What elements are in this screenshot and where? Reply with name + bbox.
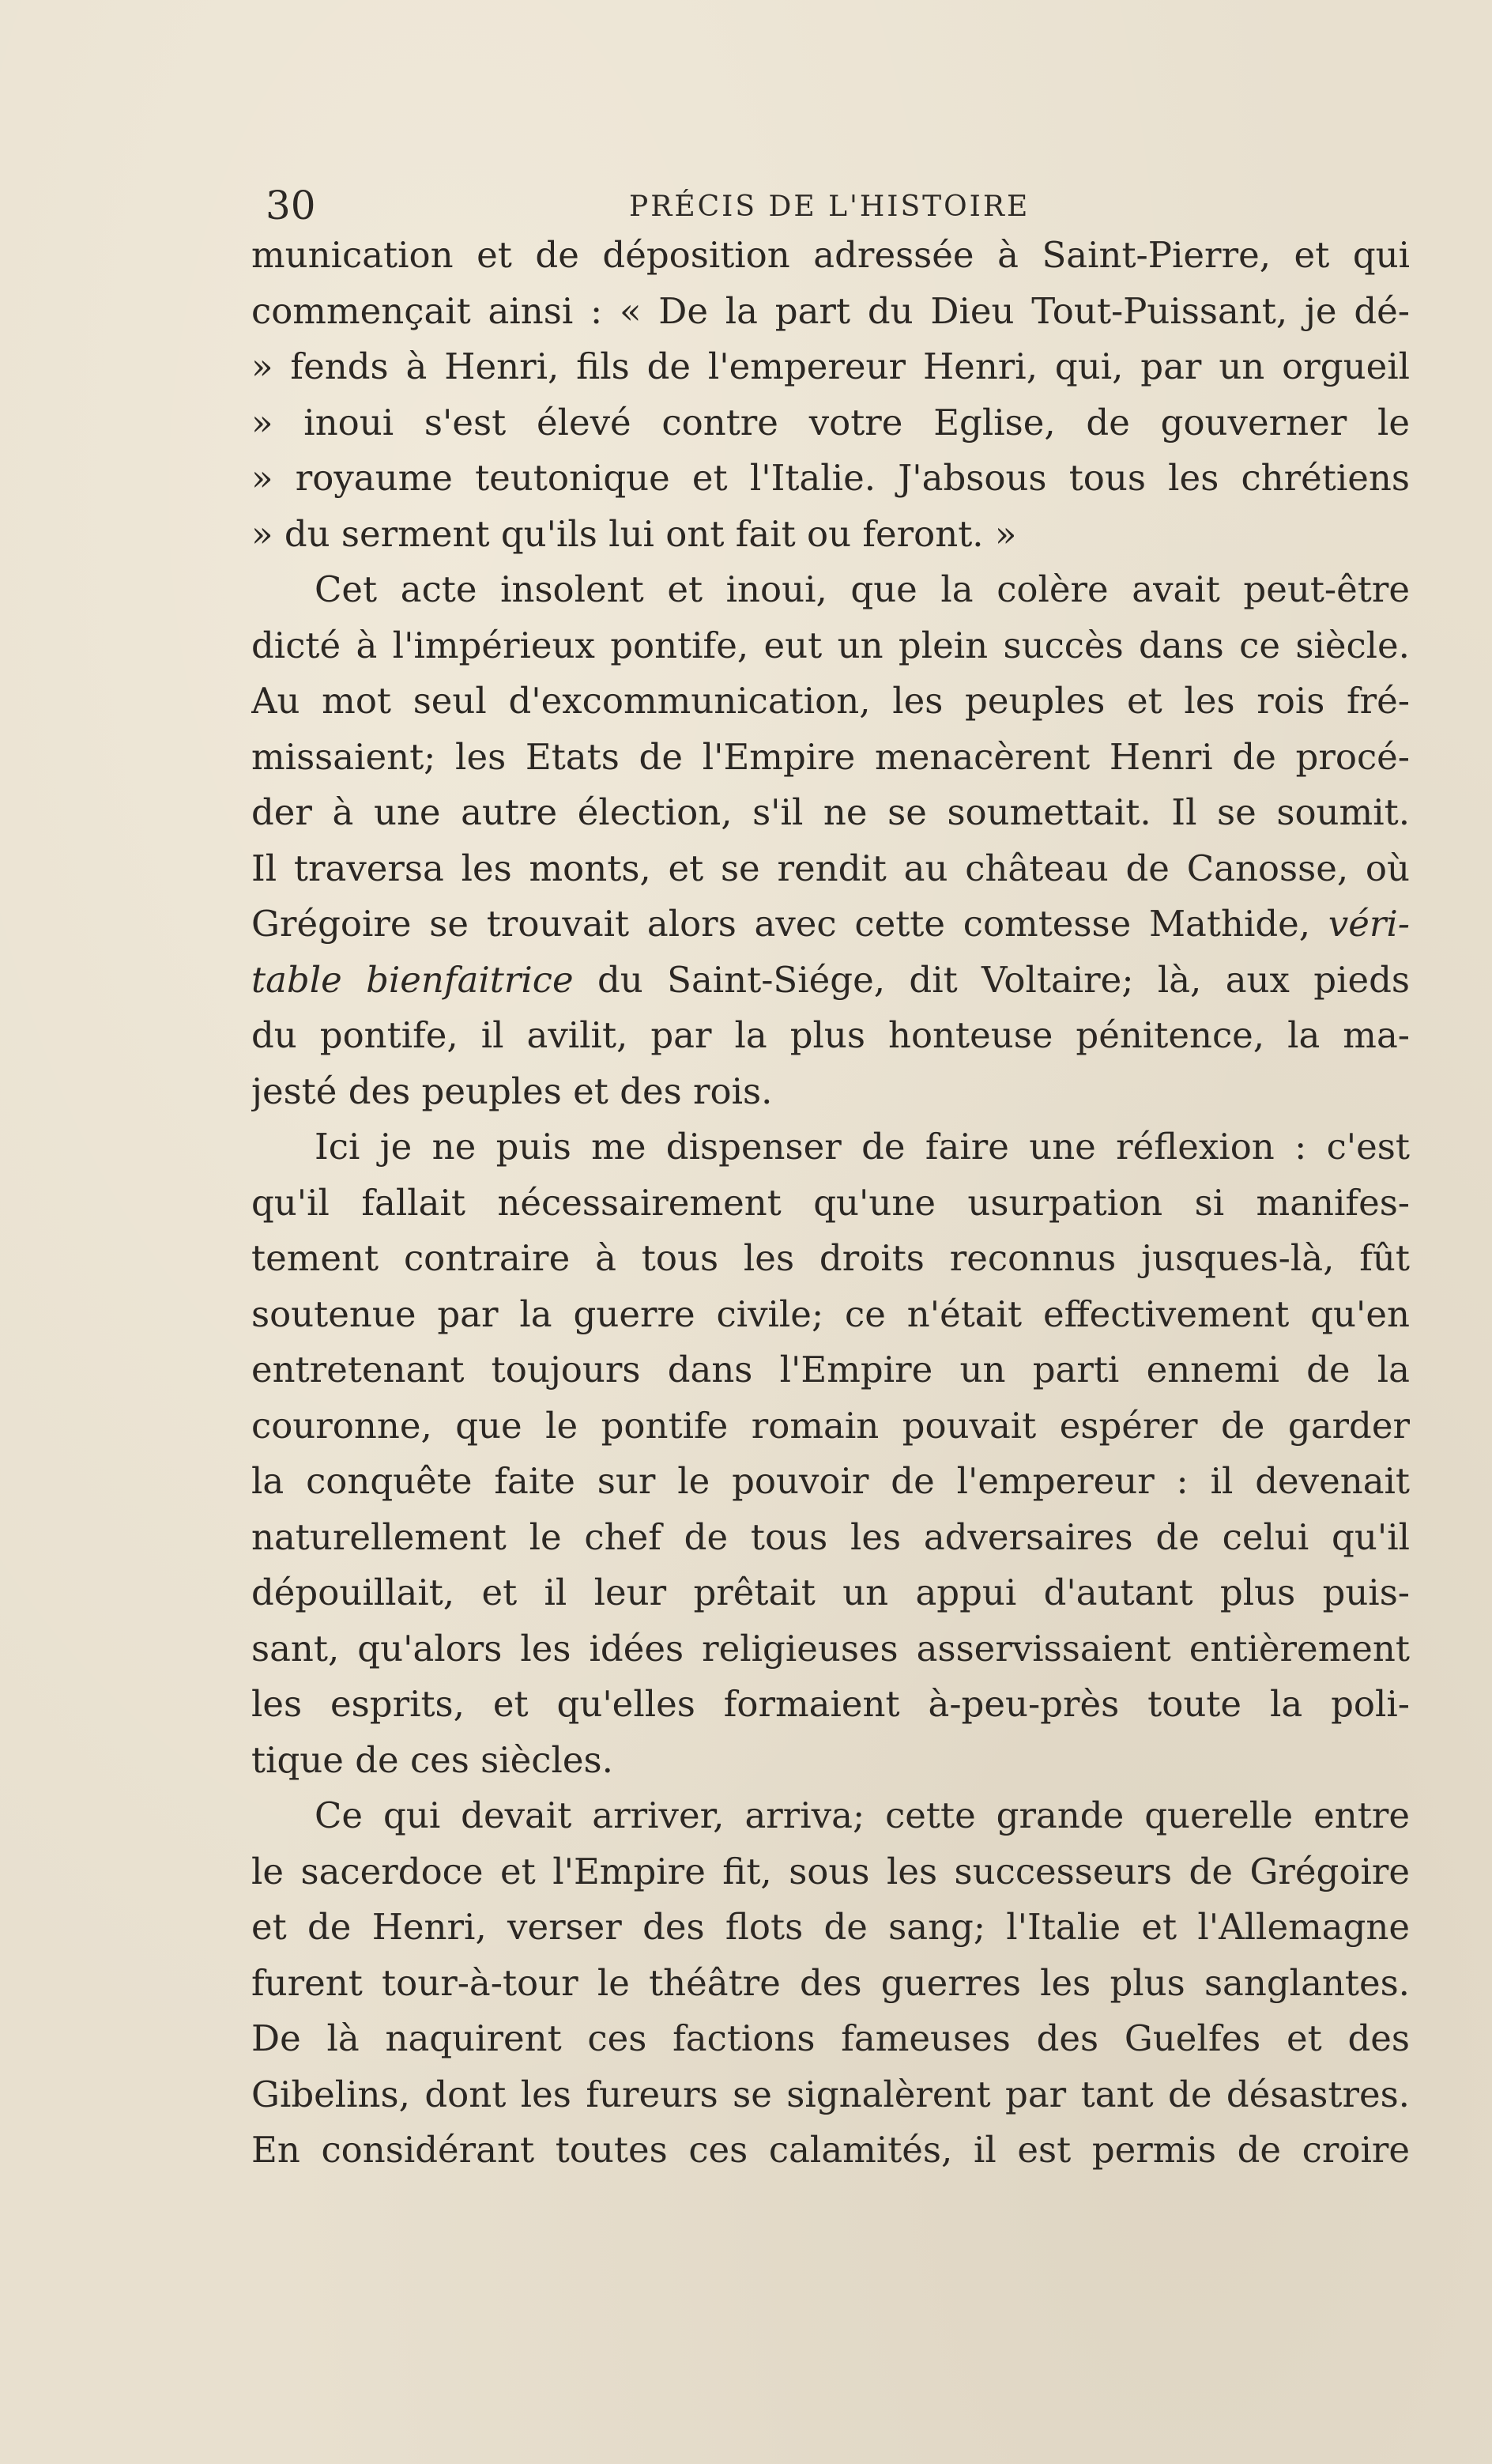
text-line: tique de ces siècles. <box>251 1738 613 1781</box>
text-line: Il traversa les monts, et se rendit au château de Canosse, où <box>251 847 1410 889</box>
text-line: dicté à l'impérieux pontife, eut un plein succès dans ce siècle. <box>251 624 1410 666</box>
text-line: furent tour-à-tour le théâtre des guerres les plus sanglantes. <box>251 1961 1410 2004</box>
text-line: » inoui s'est élevé contre votre Eglise, de gouverner le <box>251 401 1410 443</box>
body-text <box>251 228 1410 2179</box>
text-line: couronne, que le pontife romain pouvait espérer de garder <box>251 1404 1410 1447</box>
italic-phrase: véri- <box>1328 903 1410 945</box>
text-line: De là naquirent ces factions fameuses des Guelfes et des <box>251 2017 1410 2059</box>
page-number: 30 <box>266 183 316 228</box>
text-line: soutenue par la guerre civile; ce n'était effectivement qu'en <box>251 1292 1410 1335</box>
text-line: commençait ainsi : « De la part du Dieu Tout-Puissant, je dé- <box>251 289 1410 332</box>
line-text: du Saint-Siége, dit Voltaire; là, aux pieds <box>597 958 1410 1001</box>
text-line: les esprits, et qu'elles formaient à-peu-près toute la poli- <box>251 1683 1410 1725</box>
text-line: qu'il fallait nécessairement qu'une usurpation si manifes- <box>251 1181 1410 1224</box>
text-line: » royaume teutonique et l'Italie. J'absous tous les chrétiens <box>251 457 1410 499</box>
text-line: » fends à Henri, fils de l'empereur Henri, qui, par un orgueil <box>251 345 1410 387</box>
italic-phrase: table bienfaitrice <box>251 958 597 1001</box>
text-line: munication et de déposition adressée à Saint-Pierre, et qui <box>251 234 1410 276</box>
text-line: » du serment qu'ils lui ont fait ou feront. » <box>251 512 1017 555</box>
text-line: la conquête faite sur le pouvoir de l'empereur : il devenait <box>251 1460 1410 1502</box>
running-head <box>266 180 1411 231</box>
text-line <box>251 953 1410 1009</box>
text-line: jesté des peuples et des rois. <box>251 1070 773 1112</box>
text-line: En considérant toutes ces calamités, il est permis de croire <box>251 2129 1410 2171</box>
text-line: tement contraire à tous les droits reconnus jusques-là, fût <box>251 1237 1410 1279</box>
text-line: et de Henri, verser des flots de sang; l'Italie et l'Allemagne <box>251 1906 1410 1948</box>
text-line: Ici je ne puis me dispenser de faire une réflexion : c'est <box>315 1126 1410 1168</box>
text-line: Au mot seul d'excommunication, les peuples et les rois fré- <box>251 680 1410 722</box>
text-line: du pontife, il avilit, par la plus honteuse pénitence, la ma- <box>251 1014 1410 1056</box>
text-line: Cet acte insolent et inoui, que la colère avait peut-être <box>315 568 1410 610</box>
text-line: dépouillait, et il leur prêtait un appui d'autant plus puis- <box>251 1572 1410 1613</box>
text-line: le sacerdoce et l'Empire fit, sous les successeurs de Grégoire <box>251 1850 1410 1892</box>
text-line: entretenant toujours dans l'Empire un parti ennemi de la <box>251 1349 1410 1390</box>
text-line: der à une autre élection, s'il ne se soumettait. Il se soumit. <box>251 791 1410 833</box>
text-line: Gibelins, dont les fureurs se signalèrent par tant de désastres. <box>251 2073 1410 2115</box>
text-line <box>251 896 1410 953</box>
text-line: naturellement le chef de tous les adversaires de celui qu'il <box>251 1515 1410 1558</box>
line-text: Grégoire se trouvait alors avec cette comtesse Mathide, <box>251 903 1328 945</box>
text-line: missaient; les Etats de l'Empire menacèrent Henri de procé- <box>251 735 1410 778</box>
text-line: Ce qui devait arriver, arriva; cette grande querelle entre <box>315 1794 1410 1836</box>
text-line: sant, qu'alors les idées religieuses asservissaient entièrement <box>251 1627 1410 1670</box>
running-title: PRÉCIS DE L'HISTOIRE <box>629 191 1030 223</box>
